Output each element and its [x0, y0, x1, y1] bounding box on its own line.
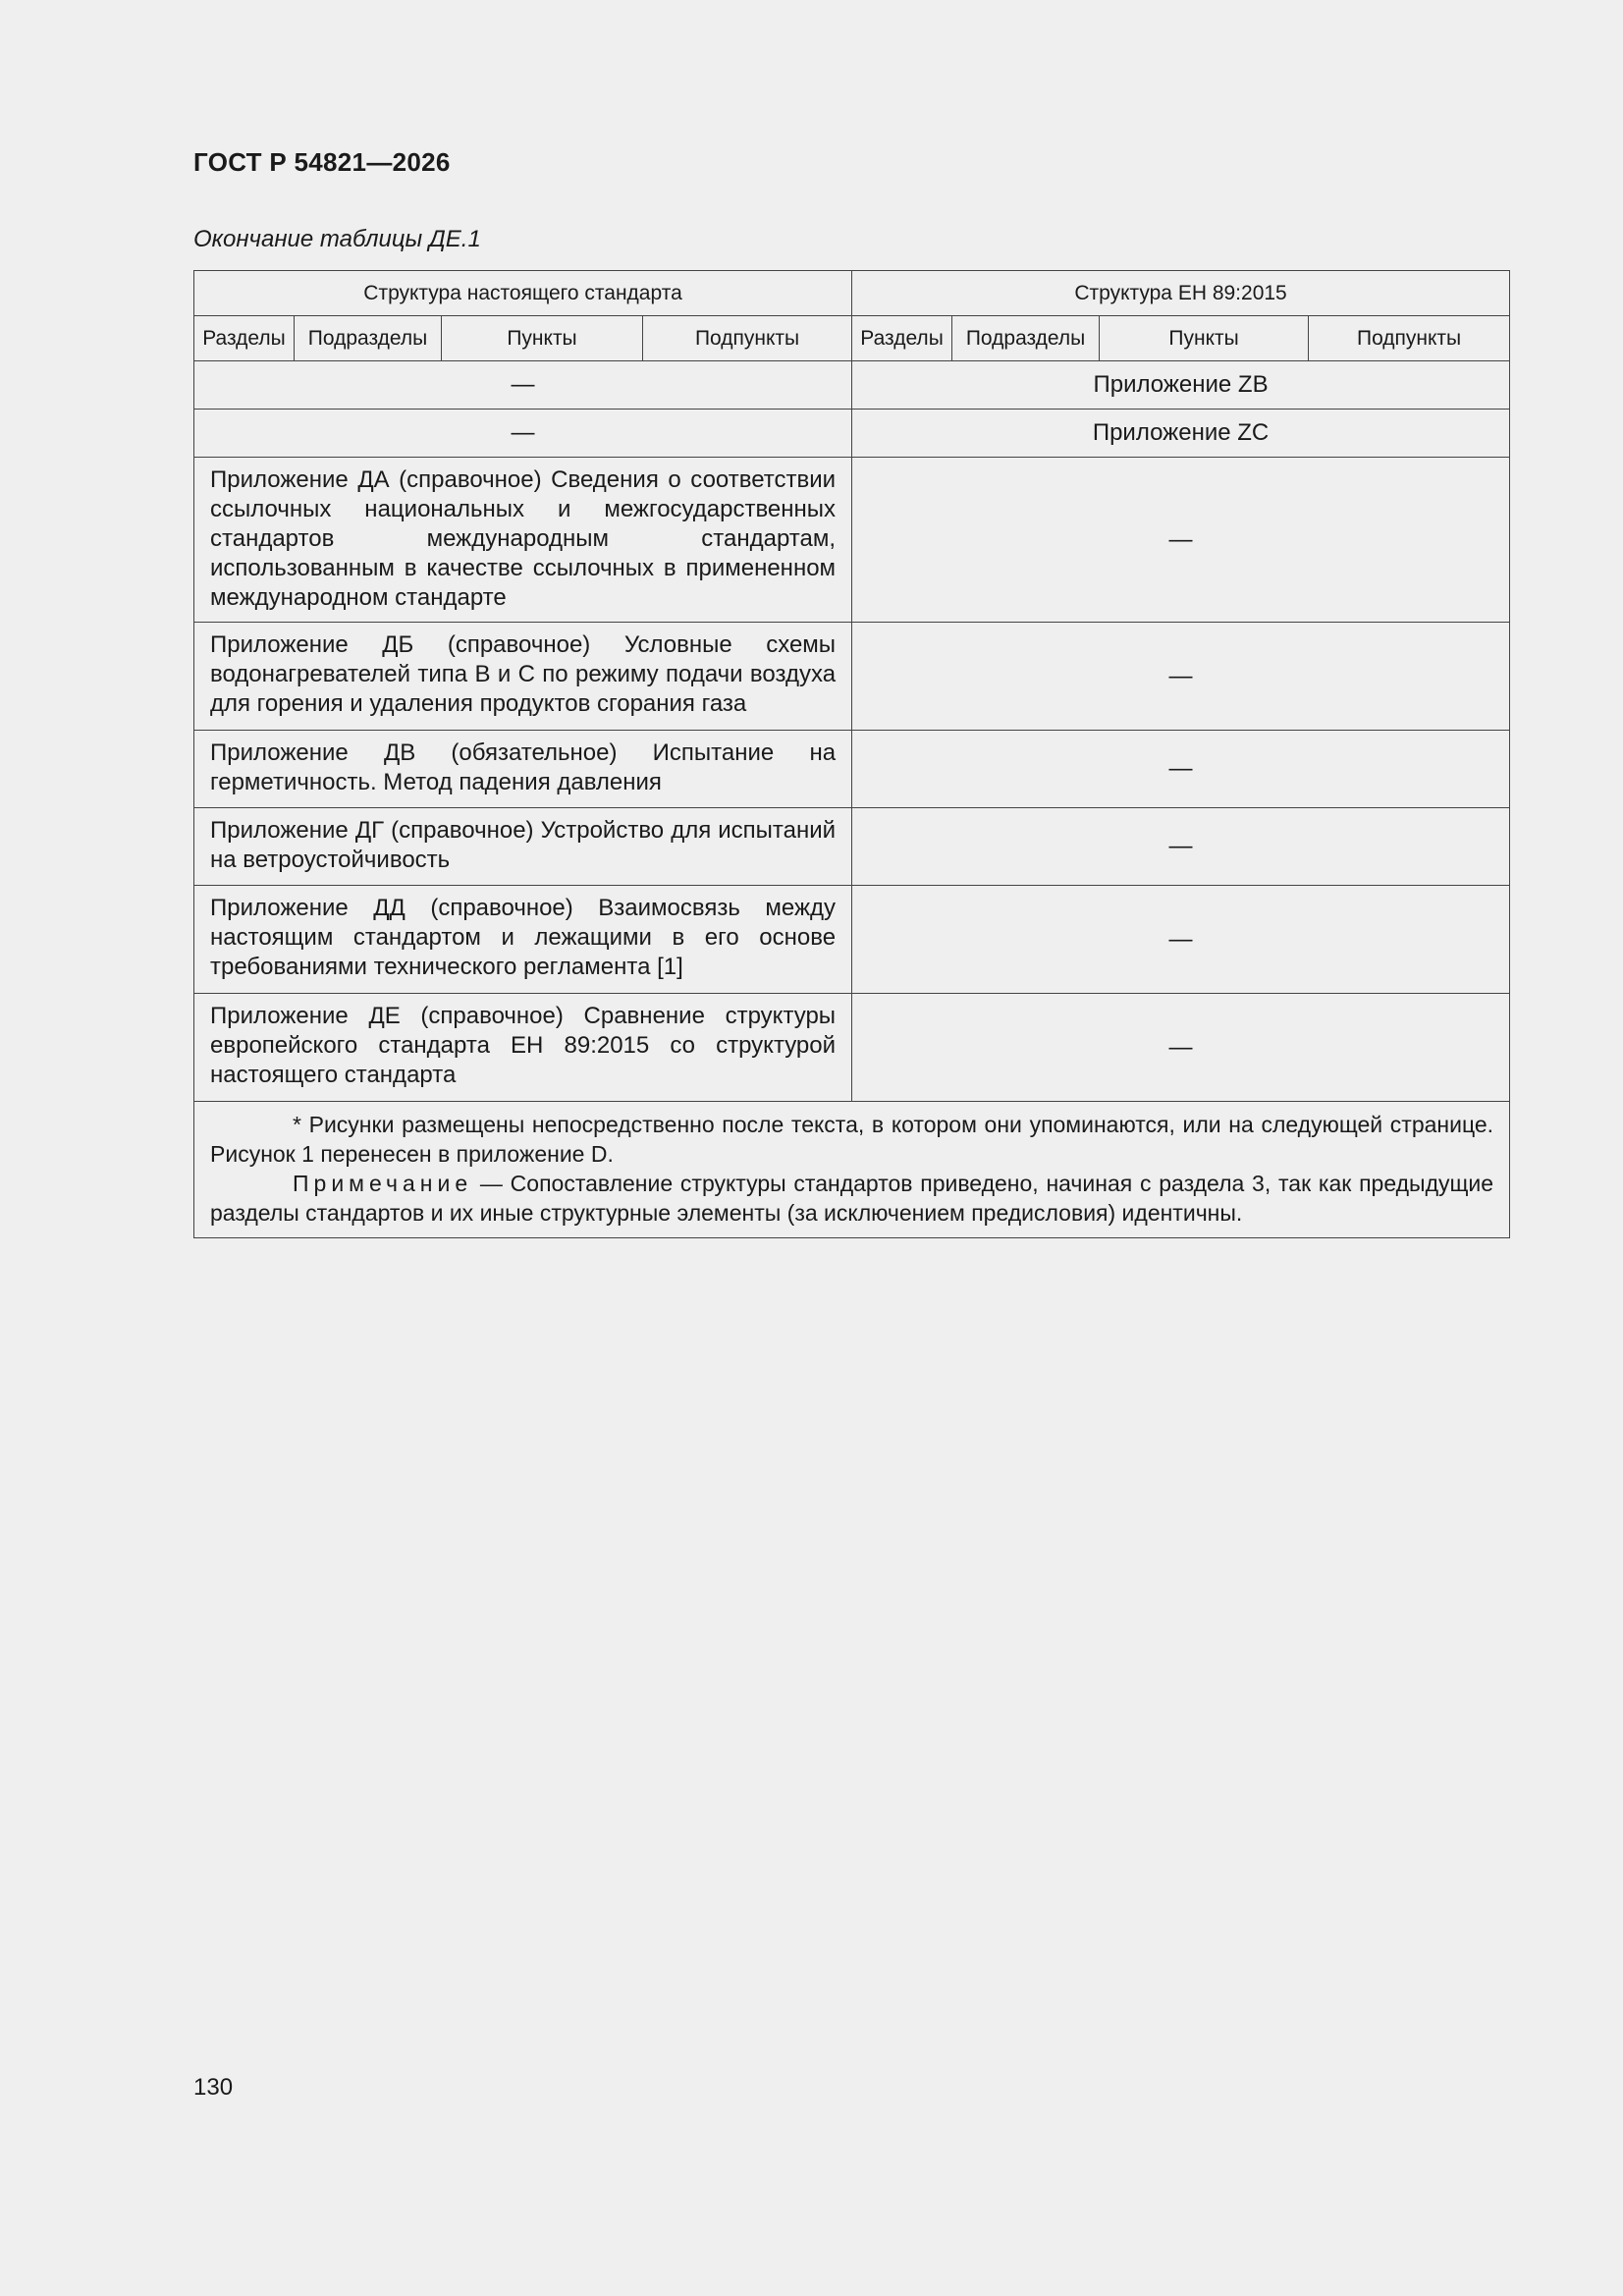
en-cell: Приложение ZC: [852, 410, 1510, 458]
column-header-clauses: Пункты: [1100, 316, 1309, 361]
document-header: ГОСТ Р 54821—2026: [193, 147, 451, 177]
national-cell: Приложение ДГ (справочное) Устройство для испытаний на ветроустойчивость: [194, 808, 852, 886]
table-row: [194, 410, 1510, 458]
structure-comparison-table: [193, 270, 1510, 1238]
column-header-sections: Разделы: [194, 316, 295, 361]
table-row: [194, 623, 1510, 731]
national-cell: —: [194, 410, 852, 458]
table-row: [194, 886, 1510, 994]
note-text: — Сопоставление структуры стандартов приведено, начиная с раздела 3, так как предыдущие разделы стандартов и их иные структурные элементы (за исключением предисловия) идентичны.: [210, 1171, 1494, 1226]
national-cell: —: [194, 361, 852, 410]
table-row: [194, 808, 1510, 886]
table-row: [194, 361, 1510, 410]
column-header-subclauses: Подпункты: [1309, 316, 1510, 361]
national-cell: Приложение ДА (справочное) Сведения о соответствии ссылочных национальных и межгосударственных стандартов международным стандартам, использованным в качестве ссылочных в примененном международном стандарте: [194, 458, 852, 623]
note-paragraph: [210, 1169, 1493, 1228]
table-caption: Окончание таблицы ДЕ.1: [193, 226, 481, 252]
table-group-header-row: [194, 271, 1510, 316]
footnote-text: * Рисунки размещены непосредственно после текста, в котором они упоминаются, или на следующей странице. Рисунок 1 перенесен в приложение D.: [210, 1112, 1494, 1167]
national-cell: Приложение ДЕ (справочное) Сравнение структуры европейского стандарта ЕН 89:2015 со структурой настоящего стандарта: [194, 994, 852, 1102]
national-cell: Приложение ДВ (обязательное) Испытание на герметичность. Метод падения давления: [194, 731, 852, 808]
en-cell: —: [852, 994, 1510, 1102]
group-header-national: Структура настоящего стандарта: [194, 271, 852, 316]
en-cell: —: [852, 808, 1510, 886]
table-row: [194, 994, 1510, 1102]
table-row: [194, 731, 1510, 808]
en-cell: —: [852, 886, 1510, 994]
column-header-subsections: Подразделы: [952, 316, 1100, 361]
table-column-header-row: [194, 316, 1510, 361]
table-row: [194, 458, 1510, 623]
group-header-en: Структура ЕН 89:2015: [852, 271, 1510, 316]
column-header-clauses: Пункты: [442, 316, 643, 361]
en-cell: —: [852, 731, 1510, 808]
table-footnote-row: [194, 1102, 1510, 1238]
en-cell: —: [852, 623, 1510, 731]
page-number: 130: [193, 2074, 234, 2101]
column-header-sections: Разделы: [852, 316, 952, 361]
column-header-subsections: Подразделы: [295, 316, 442, 361]
en-cell: —: [852, 458, 1510, 623]
national-cell: Приложение ДД (справочное) Взаимосвязь между настоящим стандартом и лежащими в его основе требованиями технического регламента [1]: [194, 886, 852, 994]
column-header-subclauses: Подпункты: [643, 316, 852, 361]
footnote-cell: [194, 1102, 1510, 1238]
note-label: Примечание: [293, 1171, 473, 1196]
en-cell: Приложение ZB: [852, 361, 1510, 410]
national-cell: Приложение ДБ (справочное) Условные схемы водонагревателей типа В и С по режиму подачи воздуха для горения и удаления продуктов сгорания газа: [194, 623, 852, 731]
